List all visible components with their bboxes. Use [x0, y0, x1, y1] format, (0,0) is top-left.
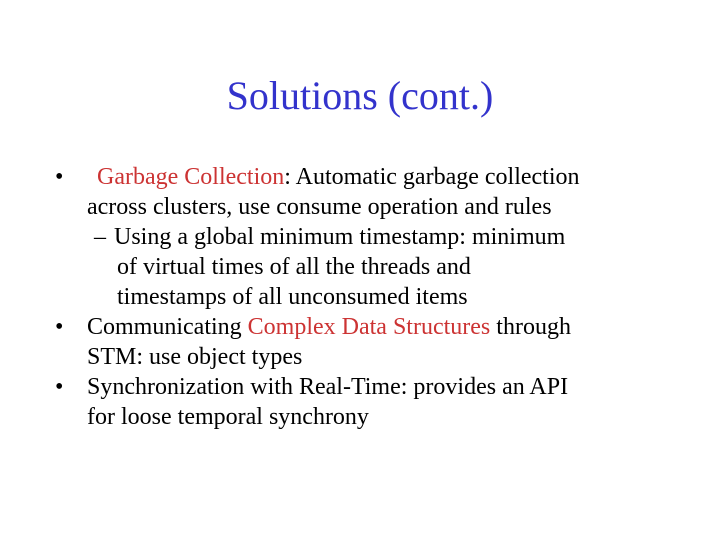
- sub-bullet-text: Using a global minimum timestamp: minimum: [114, 224, 566, 250]
- bullet-marker: •: [55, 374, 64, 400]
- sub-bullet-text-continued: of virtual times of all the threads and: [117, 254, 471, 280]
- bullet-text-continued: STM: use object types: [87, 344, 303, 370]
- bullet-list: [0, 162, 720, 432]
- highlight-garbage-collection: Garbage Collection: [97, 164, 285, 190]
- slide-title: Solutions (cont.): [226, 73, 494, 118]
- bullet-marker: •: [55, 164, 64, 190]
- sub-bullet-text-continued: timestamps of all unconsumed items: [117, 284, 468, 310]
- bullet-marker: •: [55, 314, 64, 340]
- bullet-text: : Automatic garbage collection: [284, 164, 580, 190]
- bullet-item-garbage-collection: [0, 162, 720, 222]
- bullet-text: through: [490, 314, 571, 340]
- highlight-complex-data-structures: Complex Data Structures: [247, 314, 491, 340]
- bullet-text-continued: for loose temporal synchrony: [87, 404, 369, 430]
- bullet-item-complex-data-structures: [0, 312, 720, 372]
- sub-bullet-global-minimum-timestamp: [0, 222, 720, 312]
- bullet-item-synchronization: [0, 372, 720, 432]
- bullet-text-continued: across clusters, use consume operation and rules: [87, 194, 552, 220]
- bullet-text: Synchronization with Real-Time: provides an API: [87, 374, 569, 400]
- dash-marker: –: [94, 224, 106, 250]
- bullet-text: Communicating: [87, 314, 248, 340]
